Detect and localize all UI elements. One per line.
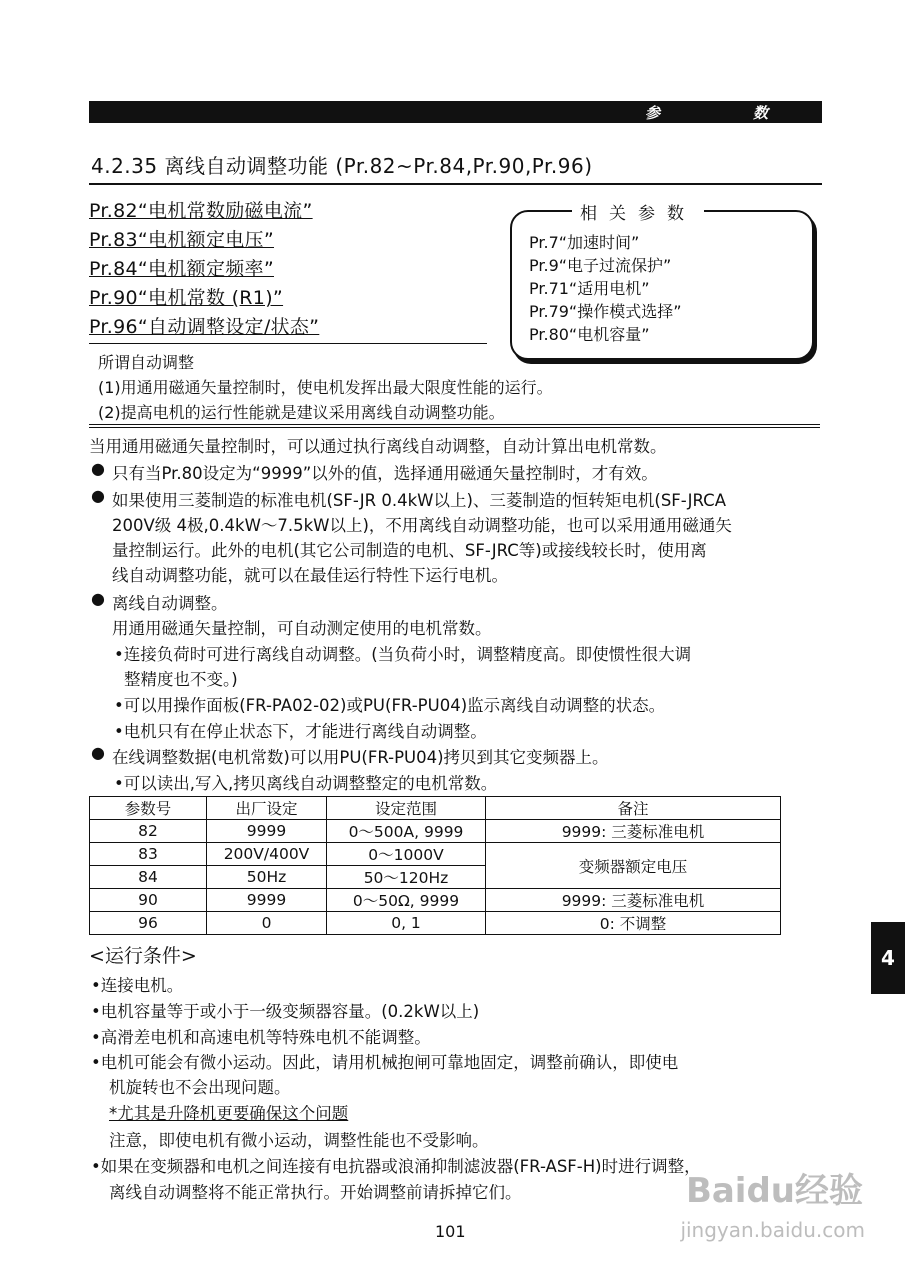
param-pr90: Pr.90“电机常数 (R1)” [89,287,284,309]
related-params-box [510,204,814,360]
sub-item: •连接负荷时可进行离线自动调整。(当负荷小时，调整精度高。即使惯性很大调 [114,645,692,664]
body-lead: 当用通用磁通矢量控制时，可以通过执行离线自动调整，自动计算出电机常数。 [89,437,667,456]
condition-line: •电机容量等于或小于一级变频器容量。(0.2kW以上) [91,1002,480,1021]
table-row [90,843,781,866]
chapter-tab: 4 [871,922,905,994]
condition-line: •高滑差电机和高速电机等特殊电机不能调整。 [91,1028,431,1047]
bullet-text: 200V级 4极,0.4kW～7.5kW以上)，不用离线自动调整功能，也可以采用通用磁通矢 [112,516,732,535]
param-list-divider [89,343,487,344]
bullet-text: 如果使用三菱制造的标准电机(SF-JR 0.4kW以上)、三菱制造的恒转矩电机(SF-JRCA [112,491,726,510]
table-cell: 0～1000V [327,843,486,866]
table-row [90,889,781,912]
header-word-2: 数 [753,104,769,122]
related-item: Pr.9“电子过流保护” [529,256,672,275]
related-item: Pr.7“加速时间” [529,233,640,252]
bullet-dot: ● [91,486,105,505]
intro-divider-top [89,424,820,425]
table-cell: 9999 [207,889,327,912]
sub-item: •可以读出,写入,拷贝离线自动调整整定的电机常数。 [114,774,498,793]
table-cell: 84 [90,866,207,889]
table-cell: 9999: 三菱标准电机 [486,820,781,843]
related-item: Pr.79“操作模式选择” [529,302,682,321]
bullet-text: 线自动调整功能，就可以在最佳运行特性下运行电机。 [112,566,508,585]
condition-line: 注意，即使电机有微小运动，调整性能也不受影响。 [109,1131,489,1150]
bullet-text: 只有当Pr.80设定为“9999”以外的值，选择通用磁通矢量控制时，才有效。 [112,464,658,483]
bullet-text: 离线自动调整。 [112,594,228,613]
table-header-row [90,797,781,820]
condition-note: *尤其是升降机更要确保这个问题 [109,1104,349,1123]
sub-item: 整精度也不变。) [124,670,238,689]
param-pr82: Pr.82“电机常数励磁电流” [89,200,313,222]
condition-line: 离线自动调整将不能正常执行。开始调整前请拆掉它们。 [109,1183,522,1202]
table-header: 参数号 [90,797,207,820]
sub-item: •电机只有在停止状态下，才能进行离线自动调整。 [114,722,487,741]
bullet-dot: ● [91,459,105,478]
condition-line: •如果在变频器和电机之间连接有电抗器或浪涌抑制滤波器(FR-ASF-H)时进行调整， [91,1157,701,1176]
bullet-text: 在线调整数据(电机常数)可以用PU(FR-PU04)拷贝到其它变频器上。 [112,748,609,767]
table-cell: 0～500A, 9999 [327,820,486,843]
table-cell: 0, 1 [327,912,486,935]
bullet-dot: ● [91,743,105,762]
conditions-title: <运行条件> [89,945,197,967]
table-cell: 9999 [207,820,327,843]
table-cell: 0 [207,912,327,935]
table-cell: 50Hz [207,866,327,889]
page-number: 101 [435,1222,466,1241]
table-header: 设定范围 [327,797,486,820]
table-cell: 200V/400V [207,843,327,866]
related-item: Pr.71“适用电机” [529,279,650,298]
table-cell: 9999: 三菱标准电机 [486,889,781,912]
param-table [89,796,781,935]
baidu-watermark-url: jingyan.baidu.com [680,1218,865,1242]
table-cell: 82 [90,820,207,843]
table-cell: 0: 不调整 [486,912,781,935]
condition-line: 机旋转也不会出现问题。 [109,1078,291,1097]
table-header: 备注 [486,797,781,820]
related-item: Pr.80“电机容量” [529,325,650,344]
intro-line: (2)提高电机的运行性能就是建议采用离线自动调整功能。 [98,403,505,422]
condition-line: •连接电机。 [91,976,184,995]
table-cell: 0～50Ω, 9999 [327,889,486,912]
table-cell: 90 [90,889,207,912]
param-pr96: Pr.96“自动调整设定/状态” [89,316,320,338]
table-cell: 50～120Hz [327,866,486,889]
section-title: 4.2.35 离线自动调整功能 (Pr.82~Pr.84,Pr.90,Pr.96) [91,154,593,178]
table-cell: 96 [90,912,207,935]
intro-divider-bottom [89,427,820,428]
condition-line: •电机可能会有微小运动。因此，请用机械抱闸可靠地固定，调整前确认，即使电 [91,1053,679,1072]
chapter-header-bar [89,101,822,123]
param-pr84: Pr.84“电机额定频率” [89,258,274,280]
intro-line: (1)用通用磁通矢量控制时，使电机发挥出最大限度性能的运行。 [98,378,553,397]
table-row [90,912,781,935]
header-word-1: 参 [645,104,661,122]
table-row [90,820,781,843]
table-header: 出厂设定 [207,797,327,820]
bullet-dot: ● [91,589,105,608]
related-params-title: 相关参数 [572,199,704,224]
param-pr83: Pr.83“电机额定电压” [89,229,274,251]
sub-item: •可以用操作面板(FR-PA02-02)或PU(FR-PU04)监示离线自动调整的状态。 [114,696,666,715]
section-divider [89,183,822,185]
bullet-text: 量控制运行。此外的电机(其它公司制造的电机、SF-JRC等)或接线较长时，使用离 [112,541,707,560]
table-cell: 83 [90,843,207,866]
baidu-watermark-logo: Baidu经验 [685,1171,863,1211]
intro-heading: 所谓自动调整 [98,353,195,372]
table-cell: 变频器额定电压 [486,843,781,889]
bullet-subtext: 用通用磁通矢量控制，可自动测定使用的电机常数。 [112,619,492,638]
